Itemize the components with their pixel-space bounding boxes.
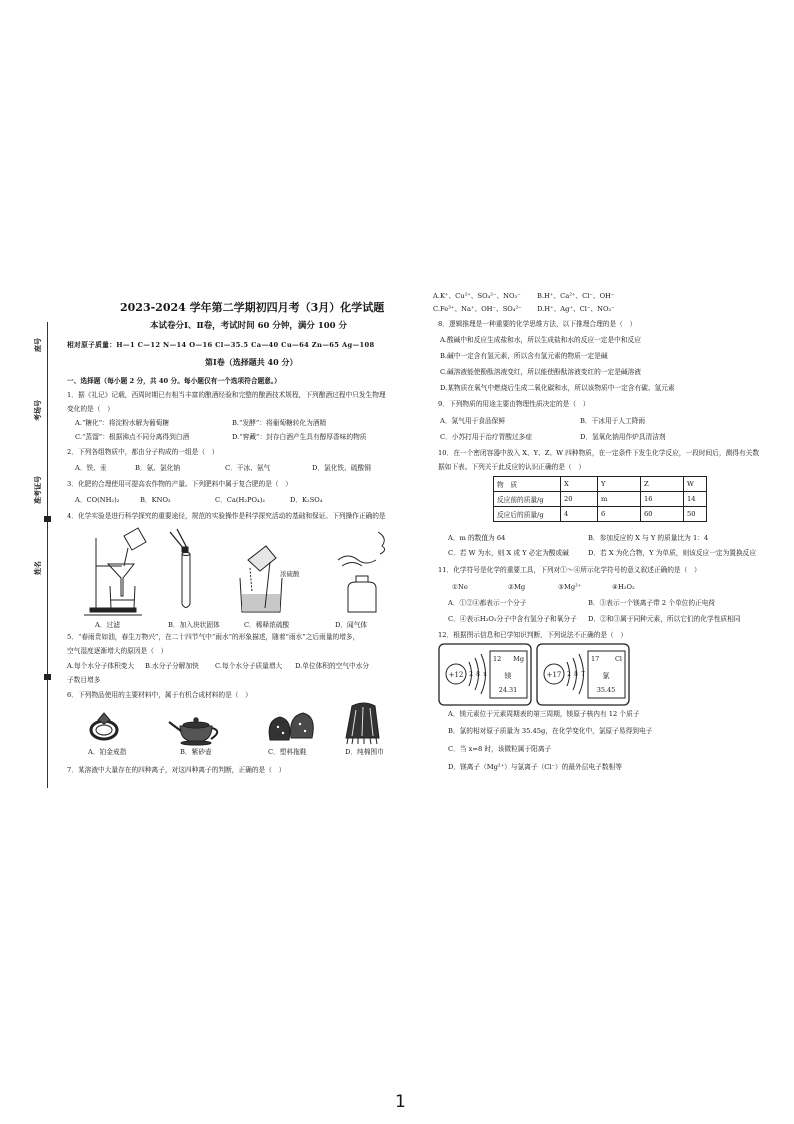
table-cell: 16 <box>641 492 684 507</box>
exam-room-label: 考场号 <box>33 400 42 421</box>
q10-option-a: A．m 的数值为 64 <box>448 534 506 542</box>
teapot-knob <box>194 718 198 722</box>
q1-stem-line: 变化的是（ ） <box>67 405 114 413</box>
funnel <box>108 564 134 596</box>
q5-option-b: B.水分子分解加快 <box>145 662 199 670</box>
q10-stem-line: 10．在一个密闭容器中放入 X、Y、Z、W 四种物质，在一定条件下发生化学反应，一段时间后，测得有关数 <box>438 449 760 457</box>
shell-electron-count: x <box>483 671 487 678</box>
q3-option-d: D．K₂SO₄ <box>290 496 323 504</box>
test-tube-mouth <box>182 553 190 556</box>
q9-option-c: C．小苏打用于治疗胃酸过多症 <box>440 433 533 441</box>
table-cell: m <box>598 492 641 507</box>
atomic-masses: 相对原子质量：H—1 C—12 N—14 O—16 Cl—35.5 Ca—40 Cu—64 Zn—65 Ag—108 <box>67 341 375 349</box>
q7-option-a: A.K⁺、Cu²⁺、SO₄²⁻、NO₃⁻ <box>433 292 521 300</box>
teapot-lid <box>183 722 209 728</box>
element-name: 氯 <box>602 672 610 680</box>
table-row <box>494 492 707 507</box>
mass-data-table <box>493 476 707 522</box>
q1-option-a: A.“糖化”：将淀粉水解为葡萄糖 <box>75 419 170 427</box>
q4-option-c: C．稀释浓硫酸 <box>244 621 290 629</box>
exam-subtitle: 本试卷分Ⅰ、Ⅱ卷，考试时间 60 分钟，满分 100 分 <box>150 321 348 331</box>
q11-symbol: ③Mg²⁺ <box>558 583 582 591</box>
q9-option-a: A．氮气用于食品保鲜 <box>440 417 506 425</box>
q2-option-a: A．铁、汞 <box>75 464 107 472</box>
element-symbol: Mg <box>513 655 524 663</box>
ring-inner <box>96 725 112 735</box>
teapot-illustration <box>169 718 217 745</box>
q11-symbol: ①Ne <box>452 583 468 591</box>
q4-option-d: D．闻气体 <box>335 621 368 629</box>
q11-symbol: ②Mg <box>508 583 526 591</box>
q1-stem-line: 1．据《礼记》记载，西周时期已有相当丰富的酿酒经验和完整的酿酒技术规程，下列酿酒过程中只发生物理 <box>67 391 386 399</box>
q8-option-a: A.酸碱中和反应生成盐和水，所以生成盐和水的反应一定是中和反应 <box>440 336 641 344</box>
smelling-gas-illustration <box>338 532 385 612</box>
q9-stem: 9．下列物质的用途主要由物理性质决定的是（ ） <box>438 400 590 408</box>
pouring-stream <box>250 568 252 592</box>
table-header-cell: Y <box>598 477 641 492</box>
q7-option-d: D.H⁺、Ag⁺、Cl⁻、NO₃⁻ <box>537 305 615 313</box>
glass-rod <box>124 548 128 566</box>
binding-mark <box>44 674 51 680</box>
q9-option-b: B．干冰用于人工降雨 <box>580 417 646 425</box>
page-number: 1 <box>395 1092 406 1112</box>
q5-stem-line: 空气湿度逐渐增大的原因是（ ） <box>67 647 168 655</box>
teapot-spout <box>169 722 181 731</box>
table-header-cell: X <box>561 477 598 492</box>
shell-electron-count: 7 <box>581 671 585 678</box>
q6-option-b: B．紫砂壶 <box>180 748 212 756</box>
q5-option-d: D.单位体积的空气中水分 <box>295 662 370 670</box>
q7-stem: 7．某溶液中大量存在的四种离子，对这四种离子的判断，正确的是（ ） <box>67 766 286 774</box>
relative-atomic-mass: 24.31 <box>498 686 518 694</box>
waving-motion <box>342 563 362 567</box>
chlorine-panel <box>537 644 629 705</box>
q6-option-c: C．塑料拖鞋 <box>268 748 307 756</box>
q4-option-a: A．过滤 <box>95 621 120 629</box>
q5-option-a: A.每个水分子体积变大 <box>67 662 135 670</box>
element-symbol: Cl <box>614 655 622 663</box>
section1-heading: 一、选择题（每小题 2 分，共 40 分。每小题仅有一个选项符合题意。） <box>67 377 281 385</box>
filtration-apparatus-illustration <box>84 528 146 615</box>
q10-stem-line: 据如下表。下列关于此反应的认识正确的是（ ） <box>438 463 586 471</box>
gas-bottle <box>348 582 376 612</box>
shell-electron-count: 8 <box>476 671 480 678</box>
q2-stem: 2．下列各组物质中，都由分子构成的一组是（ ） <box>67 448 219 456</box>
q4-stem: 4．化学实验是进行科学探究的重要途径，规范的实验操作是科学探究活动的基础和保证。下列操作正确的是 <box>67 512 386 520</box>
q8-option-d: D.某物质在氧气中燃烧后生成二氧化碳和水，所以该物质中一定含有碳、氢元素 <box>440 384 675 392</box>
slipper-dot <box>282 732 284 734</box>
table-cell: 6 <box>598 507 641 522</box>
q11-option-b: B．③表示一个镁离子带 2 个单位的正电荷 <box>588 599 716 607</box>
table-header-cell: W <box>684 477 707 492</box>
test-tube <box>182 554 190 608</box>
plastic-slippers-illustration <box>269 713 313 740</box>
q11-option-c: C．④表示H₂O₂分子中含有氢分子和氧分子 <box>448 615 577 623</box>
atomic-number: 12 <box>493 655 502 663</box>
solid-block <box>182 547 188 552</box>
table-cell: 反应前的质量/g <box>494 492 561 507</box>
q5-option-d-continued: 子数目增多 <box>67 676 101 684</box>
q2-option-c: C．干冰、氨气 <box>225 464 271 472</box>
table-row <box>494 507 707 522</box>
bottle-mouth <box>356 576 368 582</box>
admission-number-label: 准考证号 <box>33 476 42 504</box>
teapot-saucer <box>181 741 211 745</box>
materials-figure <box>80 700 400 746</box>
slipper-left <box>269 717 290 740</box>
q3-stem: 3．化肥的合理使用可提高农作物的产量。下列肥料中属于复合肥的是（ ） <box>67 480 292 488</box>
q12-option-c: C．当 x=8 时，该微粒属于阳离子 <box>448 745 552 753</box>
slipper-dot <box>277 726 279 728</box>
table-header-row <box>494 477 707 492</box>
binding-line <box>47 322 48 788</box>
q1-option-b: B.“发酵”：将葡萄糖转化为酒精 <box>232 419 327 427</box>
slipper-right <box>291 713 314 738</box>
shell-electron-count: 2 <box>469 671 473 678</box>
platinum-ring-illustration <box>91 713 117 739</box>
waving-hand <box>338 556 376 563</box>
q8-option-b: B.碱中一定含有氢元素，所以含有氢元素的物质一定是碱 <box>440 352 608 360</box>
nucleus-charge: +12 <box>448 671 464 679</box>
binding-mark <box>44 516 51 522</box>
slipper-dot <box>304 730 306 732</box>
beaker-liquid <box>242 594 280 611</box>
q1-option-c: C.“蒸馏”：根据沸点不同分离得到白酒 <box>75 433 190 441</box>
scarf-fringe <box>347 738 377 744</box>
q12-option-a: A．镁元素位于元素周期表的第三周期，镁原子核内有 12 个质子 <box>448 710 640 718</box>
q12-option-d: D．镁离子（Mg²⁺）与氯离子（Cl⁻）的最外层电子数相等 <box>448 763 622 771</box>
name-label: 姓名 <box>33 561 42 575</box>
q5-stem-line: 5．“春雨贵如油，春生万物兴”，在二十四节气中“雨水”的形象描述，随着“雨水”之后雨量的增多， <box>67 633 360 641</box>
table-cell: 4 <box>561 507 598 522</box>
q6-option-d: D．纯棉围巾 <box>345 748 384 756</box>
table-header-cell: Z <box>641 477 684 492</box>
acid-dilution-illustration <box>240 546 300 612</box>
q7-option-b: B.H⁺、Ca²⁺、Cl⁻、OH⁻ <box>537 292 615 300</box>
atomic-number: 17 <box>591 655 600 663</box>
cotton-scarf-illustration <box>346 703 379 744</box>
q2-option-b: B．氨、氯化钠 <box>135 464 181 472</box>
nucleus-charge: +17 <box>546 671 562 679</box>
q10-option-d: D．若 X 为化合物，Y 为单质，则该反应一定为置换反应 <box>588 549 757 557</box>
q10-option-c: C．若 W 为水，则 X 或 Y 必定为酸或碱 <box>448 549 569 557</box>
slipper-dot <box>299 723 301 725</box>
relative-atomic-mass: 35.45 <box>596 686 616 694</box>
table-cell: 反应后的质量/g <box>494 507 561 522</box>
reagent-bottle <box>248 546 276 571</box>
shell-electron-count: 8 <box>574 671 578 678</box>
q4-option-b: B．加入块状固体 <box>168 621 220 629</box>
reagent-label: 浓硫酸 <box>280 570 300 578</box>
face-profile <box>378 532 385 554</box>
q9-option-d: D．氢氧化钠用作炉具清洁剂 <box>580 433 666 441</box>
pouring-beaker <box>124 528 146 550</box>
q11-option-d: D．②和③属于同种元素，所以它们的化学性质相同 <box>588 615 741 623</box>
tweezers <box>170 529 187 549</box>
table-header-cell: 物 质 <box>494 477 561 492</box>
q8-option-c: C.碱溶液能使酚酞溶液变红，所以能使酚酞溶液变红的一定是碱溶液 <box>440 368 641 376</box>
q5-option-c: C.每个水分子质量增大 <box>215 662 283 670</box>
part1-title: 第Ⅰ卷（选择题共 40 分） <box>205 357 298 367</box>
q3-option-c: C．Ca(H₂PO₄)₂ <box>215 496 265 504</box>
q8-stem: 8．逻辑推理是一种重要的化学思维方法，以下推理合理的是（ ） <box>438 320 637 328</box>
q11-option-a: A．①②④都表示一个分子 <box>448 599 527 607</box>
table-cell: 14 <box>684 492 707 507</box>
stand-base <box>90 608 136 612</box>
q6-option-a: A．铂金戒指 <box>88 748 127 756</box>
lab-operations-figure <box>80 526 400 618</box>
element-name: 镁 <box>504 672 512 680</box>
table-cell: 20 <box>561 492 598 507</box>
atom-structure-figure <box>438 642 634 708</box>
q3-option-a: A．CO(NH₂)₂ <box>75 496 120 504</box>
q7-option-c: C.Fe³⁺、Na⁺、OH⁻、SO₄²⁻ <box>433 305 522 313</box>
test-tube-solid-illustration <box>170 529 190 608</box>
q11-symbol: ④H₂O₂ <box>612 583 635 591</box>
shell-electron-count: 2 <box>567 671 571 678</box>
q2-option-d: D．氯化铁、硫酸铜 <box>312 464 371 472</box>
q10-option-b: B．参加反应的 X 与 Y 的质量比为 1：4 <box>588 534 709 542</box>
q3-option-b: B．KNO₃ <box>140 496 171 504</box>
q6-stem: 6．下列物品使用的主要材料中，属于有机合成材料的是（ ） <box>67 691 252 699</box>
exam-title: 2023-2024 学年第二学期初四月考（3月）化学试题 <box>120 301 385 314</box>
q12-option-b: B．氯的相对原子质量为 35.45g，在化学变化中，氯原子易得到电子 <box>448 727 653 735</box>
table-cell: 50 <box>684 507 707 522</box>
table-cell: 60 <box>641 507 684 522</box>
seat-number-label: 座号 <box>33 338 42 352</box>
magnesium-panel <box>439 644 531 705</box>
q11-stem: 11．化学符号是化学的重要工具，下列对①～④所示化学符号的意义叙述正确的是（ ） <box>438 566 701 574</box>
q12-stem: 12．根据图示信息和已学知识判断，下列说法不正确的是（ ） <box>438 631 628 639</box>
q1-option-d: D.“窖藏”：封存白酒产生具有醇厚香味的物质 <box>232 433 367 441</box>
